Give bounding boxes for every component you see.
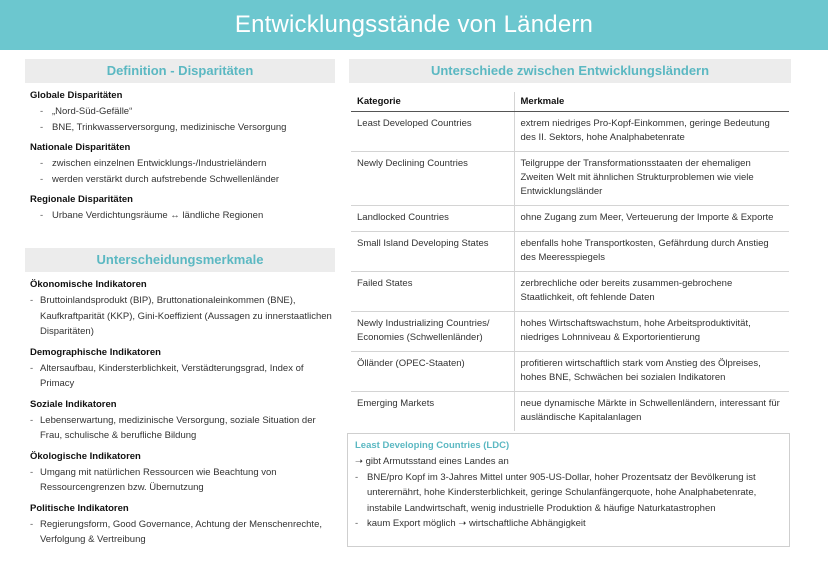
- list-item: - BNE/pro Kopf im 3-Jahres Mittel unter 905-US-Dollar, hoher Prozentsatz der Bevölkerung ist unterernährt, hohe Kindersterblichkeit, geringe Schulanfängerquote, hohe Analphabetenrate, instabile Landwirtschaft, wenig industrielle Produktion & häufige Naturkatastrophen: [355, 471, 757, 514]
- group-heading: Globale Disparitäten: [30, 90, 123, 101]
- column-header: Kategorie: [351, 92, 514, 112]
- group-heading: Politische Indikatoren: [30, 502, 129, 514]
- feature-cell: Teilgruppe der Transformationsstaaten der ehemaligen Zweiten Welt mit ähnlichen Strukturproblemen wie viele Entwicklungsländer: [514, 152, 789, 206]
- group-heading: Ökonomische Indikatoren: [30, 279, 147, 290]
- title-bar: [0, 0, 828, 50]
- feature-cell: neue dynamische Märkte in Schwellenländern, interessant für ausländische Kapitalanlagen: [520, 398, 780, 423]
- feature-cell: ohne Zugang zum Meer, Verteuerung der Importe & Exporte: [514, 206, 789, 232]
- category-cell: Ölländer (OPEC-Staaten): [351, 352, 514, 392]
- table-row: [351, 352, 789, 392]
- category-cell: Newly Declining Countries: [351, 152, 514, 206]
- table-row: [351, 272, 789, 312]
- category-cell: Landlocked Countries: [351, 206, 514, 232]
- list-item: - Altersaufbau, Kindersterblichkeit, Verstädterungsgrad, Index of Primacy: [30, 362, 304, 389]
- ldc-box: [347, 433, 790, 547]
- list-item: - Urbane Verdichtungsräume ↔ ländliche Regionen: [40, 210, 264, 221]
- unterschiede-band: [349, 59, 791, 83]
- table-row: [351, 392, 789, 432]
- category-cell: Newly Industrializing Countries/ Economies (Schwellenländer): [351, 312, 514, 352]
- feature-cell: extrem niedriges Pro-Kopf-Einkommen, geringe Bedeutung des II. Sektors, hohe Analphabetenrate: [514, 112, 789, 152]
- category-cell: Failed States: [351, 272, 514, 312]
- page-title: Entwicklungsstände von Ländern: [234, 11, 594, 38]
- feature-cell: ebenfalls hohe Transportkosten, Gefährdung durch Anstieg des Meeresspiegels: [514, 232, 789, 272]
- list-item: - zwischen einzelnen Entwicklungs-/Industrieländern: [40, 158, 267, 169]
- group-heading: Nationale Disparitäten: [30, 142, 131, 153]
- group-heading: Regionale Disparitäten: [30, 194, 133, 205]
- list-item: - BNE, Trinkwasserversorgung, medizinische Versorgung: [40, 121, 287, 133]
- list-item: - Umgang mit natürlichen Ressourcen wie Beachtung von Ressourcengrenzen bzw. Übernutzung: [30, 466, 277, 493]
- table-row: [351, 112, 789, 152]
- table-row: [351, 232, 789, 272]
- unterschiede-title: Unterschiede zwischen Entwicklungsländern: [430, 63, 710, 78]
- feature-cell: profitieren wirtschaftlich stark vom Anstieg des Ölpreises, hohes BNE, Schwächen bei sozialen Indikatoren: [514, 352, 789, 392]
- categories-table: [351, 92, 789, 431]
- list-item: - werden verstärkt durch aufstrebende Schwellenländer: [40, 173, 280, 185]
- list-item: - kaum Export möglich ➝ wirtschaftliche Abhängigkeit: [355, 518, 586, 529]
- definition-section: [30, 90, 335, 224]
- feature-cell: hohes Wirtschaftswachstum, hohe Arbeitsproduktivität, niedriges Lohnniveau & Exportorientierung: [514, 312, 789, 352]
- definition-title: Definition - Disparitäten: [106, 63, 254, 78]
- category-cell: Least Developed Countries: [351, 112, 514, 152]
- table-header-row: [351, 92, 789, 112]
- list-item: - Lebenserwartung, medizinische Versorgung, soziale Situation der Frau, schulische & berufliche Bildung: [30, 414, 316, 441]
- merkmale-band: [25, 248, 335, 272]
- column-header: Merkmale: [514, 92, 789, 112]
- group-heading: Soziale Indikatoren: [30, 398, 117, 410]
- ldc-lead: ➝ gibt Armutsstand eines Landes an: [355, 456, 509, 467]
- ldc-title: Least Developing Countries (LDC): [355, 440, 510, 451]
- table-row: [351, 206, 789, 232]
- merkmale-section: [30, 279, 335, 548]
- definition-band: [25, 59, 335, 83]
- category-cell: Small Island Developing States: [351, 232, 514, 272]
- table-row: [351, 152, 789, 206]
- category-cell: Emerging Markets: [351, 392, 514, 432]
- list-item: - Regierungsform, Good Governance, Achtung der Menschenrechte, Verfolgung & Vertreibung: [30, 518, 322, 545]
- merkmale-title: Unterscheidungsmerkmale: [96, 252, 264, 267]
- group-heading: Demographische Indikatoren: [30, 346, 161, 358]
- list-item: - Bruttoinlandsprodukt (BIP), Bruttonationaleinkommen (BNE), Kaufkraftparität (KKP), Gini-Koeffizient (Aussagen zu innerstaatlichen Disparitäten): [30, 295, 332, 337]
- feature-cell: zerbrechliche oder bereits zusammen-gebrochene Staatlichkeit, oft fehlende Daten: [514, 272, 789, 312]
- list-item: - „Nord-Süd-Gefälle“: [40, 106, 133, 117]
- group-heading: Ökologische Indikatoren: [30, 450, 141, 462]
- table-row: [351, 312, 789, 352]
